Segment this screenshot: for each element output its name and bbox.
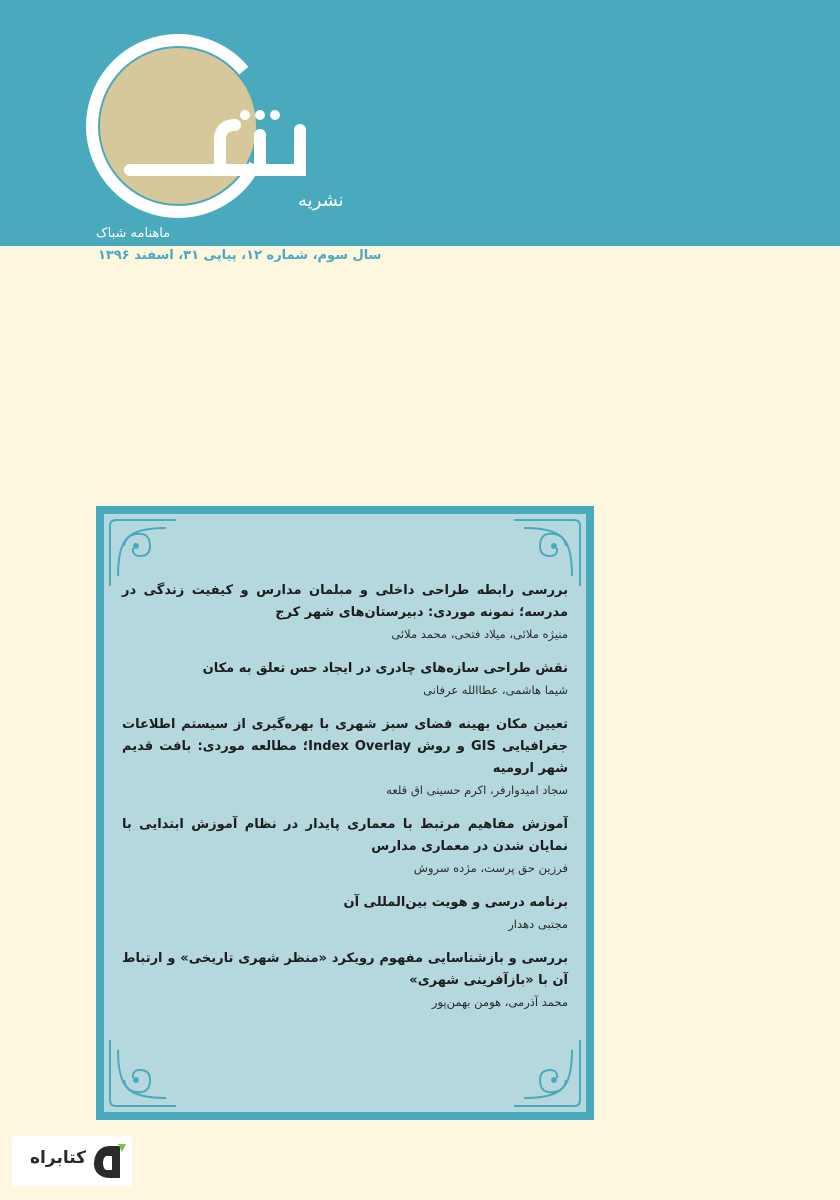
logo-dot — [270, 110, 280, 120]
toc-item — [122, 658, 568, 700]
logo-dot — [255, 110, 265, 120]
article-authors: شیما هاشمی، عطاالله عرفانی — [423, 683, 568, 697]
logo-prefix: نشریه — [298, 190, 344, 211]
ketabrah-watermark[interactable] — [12, 1136, 132, 1186]
ketabrah-logo-icon — [92, 1142, 128, 1180]
corner-ornament-icon — [106, 516, 180, 590]
logo-dot — [240, 110, 250, 120]
toc-item — [122, 580, 568, 644]
corner-ornament-icon — [510, 1036, 584, 1110]
corner-ornament-icon — [106, 1036, 180, 1110]
magazine-subtitle: ماهنامه شباک — [96, 226, 171, 241]
toc-item — [122, 714, 568, 800]
article-title: آموزش مفاهیم مرتبط با معماری پایدار در نظام آموزش ابتدایی با نمایان شدن در معماری مدارس — [122, 817, 568, 854]
toc-item — [122, 948, 568, 1012]
table-of-contents — [122, 580, 568, 1026]
article-title: برنامه درسی و هویت بین‌المللی آن — [343, 895, 568, 910]
article-authors: مجتبی دهدار — [508, 917, 568, 931]
issue-info: سال سوم، شماره ۱۲، پیاپی ۳۱، اسفند ۱۳۹۶ — [98, 248, 382, 263]
article-title: بررسی و بازشناسایی مفهوم رویکرد «منظر شهری تاریخی» و ارتباط آن با «بازآفرینی شهری» — [122, 951, 568, 988]
article-authors: منیژه ملائی، میلاد فتحی، محمد ملائی — [391, 627, 568, 641]
article-authors: محمد آذرمی، هومن بهمن‌پور — [431, 995, 568, 1009]
toc-item — [122, 814, 568, 878]
article-authors: سجاد امیدوارفر، اکرم حسینی اق قلعه — [386, 783, 568, 797]
article-title: نقش طراحی سازه‌های چادری در ایجاد حس تعلق به مکان — [202, 661, 568, 676]
brand-name: کتابراه — [30, 1148, 87, 1168]
toc-item — [122, 892, 568, 934]
logo — [70, 20, 344, 240]
article-title: تعیین مکان بهینه فضای سبز شهری با بهره‌گیری از سیستم اطلاعات جغرافیایی GIS و روش Index Overlay؛ مطالعه موردی: بافت قدیم شهر ارومیه — [122, 717, 568, 776]
article-title: بررسی رابطه طراحی داخلی و مبلمان مدارس و کیفیت زندگی در مدرسه؛ نمونه موردی: دبیرستان‌های شهر کرج — [122, 583, 568, 620]
article-authors: فرزین حق پرست، مژده سروش — [413, 861, 568, 875]
corner-ornament-icon — [510, 516, 584, 590]
